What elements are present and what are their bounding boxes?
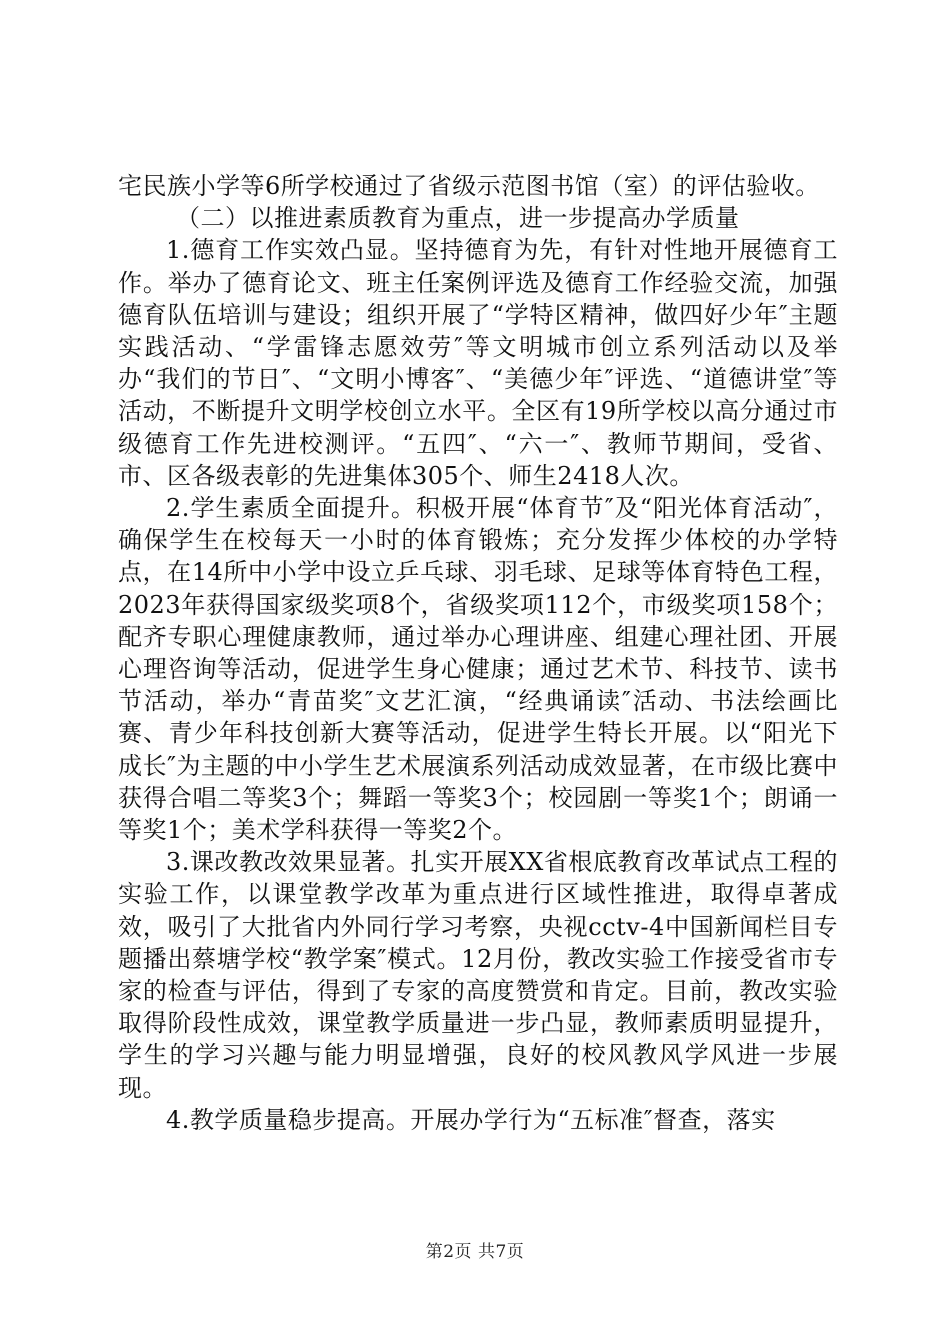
paragraph-teaching-quality: 4.教学质量稳步提高。开展办学行为“五标准″督查，落实	[166, 1105, 776, 1134]
page-number-footer: 第2页 共7页	[425, 1242, 525, 1262]
paragraph-curriculum-reform: 3.课改教改效果显著。扎实开展XX省根底教育改革试点工程的实验工作，以课堂教学改革为重点进行区域性推进，取得卓著成效，吸引了大批省内外同行学习考察，央视cctv-4中国新闻栏目专题播出蔡塘学校“教学案″模式。12月份，教改实验工作接受省市专家的检查与评估，得到了专家的高度赞赏和肯定。目前，教改实验取得阶段性成效，课堂教学质量进一步凸显，教师素质明显提升，学生的学习兴趣与能力明显增强，良好的校风教风学风进一步展现。	[118, 848, 838, 1102]
paragraph-student-quality: 2.学生素质全面提升。积极开展“体育节″及“阳光体育活动″，确保学生在校每天一小时的体育锻炼；充分发挥少体校的办学特点，在14所中小学中设立乒乓球、羽毛球、足球等体育特色工程，2023年获得国家级奖项8个，省级奖项112个，市级奖项158个；配齐专职心理健康教师，通过举办心理讲座、组建心理社团、开展心理咨询等活动，促进学生身心健康；通过艺术节、科技节、读书节活动，举办“青苗奖″文艺汇演，“经典诵读″活动、书法绘画比赛、青少年科技创新大赛等活动，促进学生特长开展。以“阳光下成长″为主题的中小学生艺术展演系列活动成效显著，在市级比赛中获得合唱二等奖3个；舞蹈一等奖3个；校园剧一等奖1个；朗诵一等奖1个；美术学科获得一等奖2个。	[118, 494, 838, 845]
section-heading: （二）以推进素质教育为重点，进一步提高办学质量	[176, 204, 740, 233]
paragraph-continuation: 宅民族小学等6所学校通过了省级示范图书馆（室）的评估验收。	[118, 172, 820, 200]
document-body	[118, 170, 838, 1136]
paragraph-moral-education: 1.德育工作实效凸显。坚持德育为先，有针对性地开展德育工作。举办了德育论文、班主任案例评选及德育工作经验交流，加强德育队伍培训与建设；组织开展了“学特区精神，做四好少年″主题实践活动、“学雷锋志愿效劳″等文明城市创立系列活动以及举办“我们的节日″、“文明小博客″、“美德少年″评选、“道德讲堂″等活动，不断提升文明学校创立水平。全区有19所学校以高分通过市级德育工作先进校测评。“五四″、“六一″、教师节期间，受省、市、区各级表彰的先进集体305个、师生2418人次。	[118, 236, 838, 490]
